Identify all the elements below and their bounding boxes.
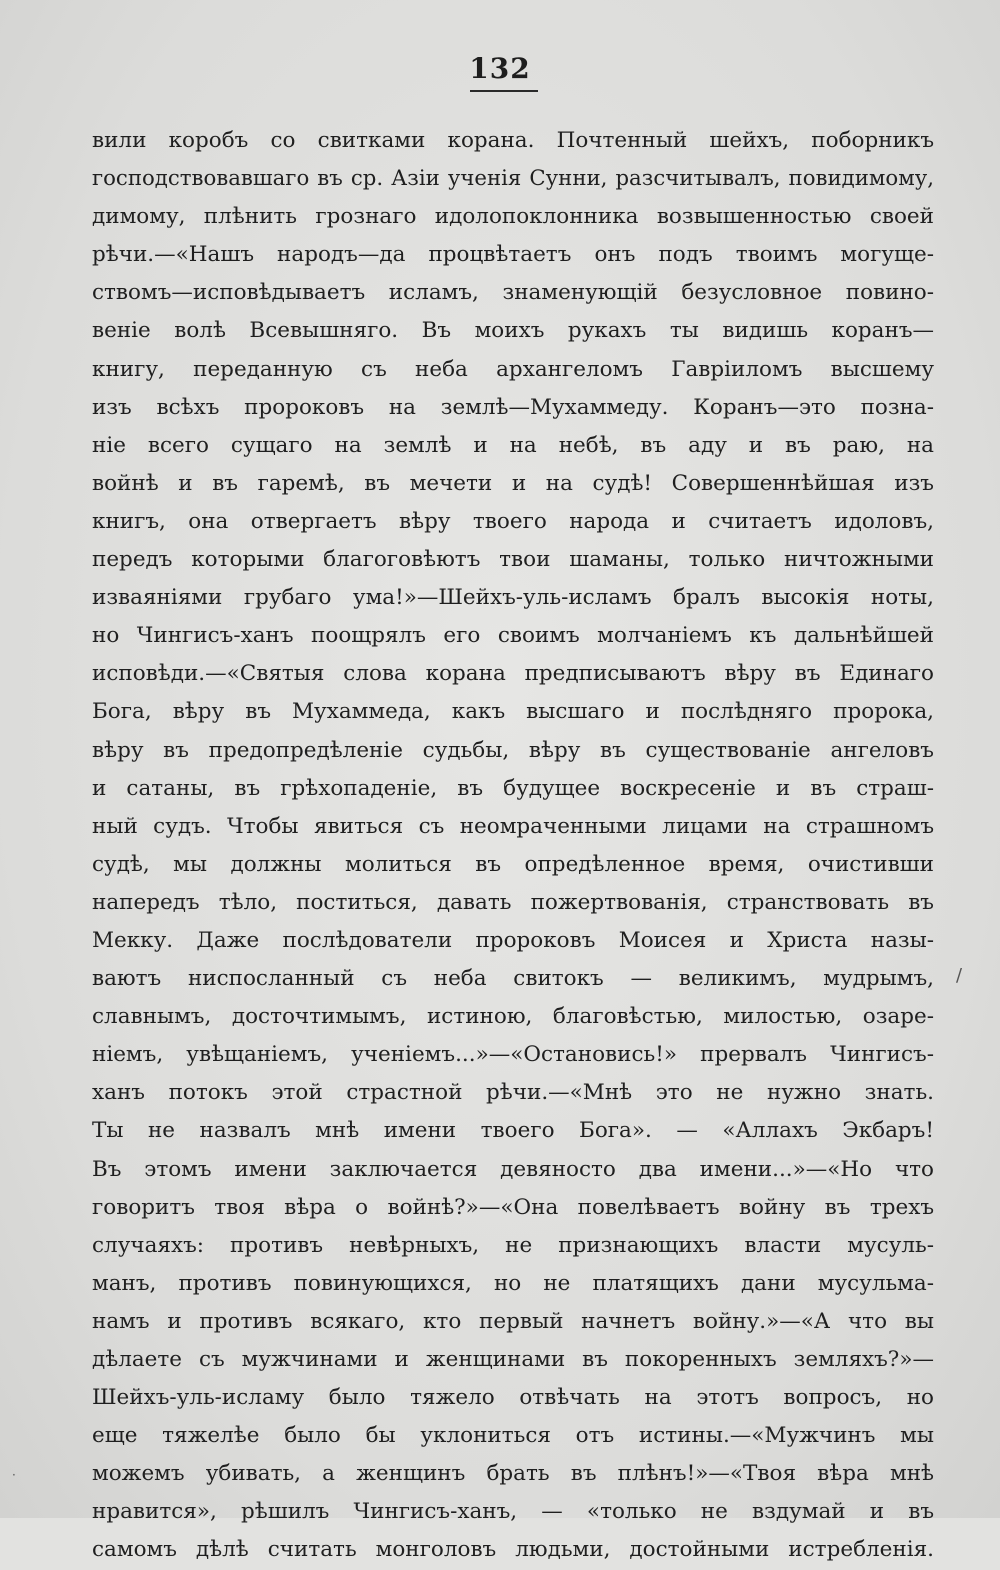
text-line: веніе волѣ Всевышняго. Въ моихъ рукахъ ты видишь коранъ— — [92, 318, 934, 344]
text-line: войнѣ и въ гаремѣ, въ мечети и на судѣ! Совершеннѣйшая изъ — [92, 470, 934, 496]
text-line: изъ всѣхъ пророковъ на землѣ—Мухаммеду. Коранъ—это позна- — [92, 394, 934, 420]
text-line: самомъ дѣлѣ считать монголовъ людьми, достойными истребленія. — [92, 1537, 934, 1563]
text-line: ваютъ ниспосланный съ неба свитокъ — великимъ, мудрымъ, — [92, 966, 934, 992]
text-line: но Чингисъ-ханъ поощрялъ его своимъ молчаніемъ къ дальнѣйшей — [92, 623, 934, 649]
text-line: господствовавшаго въ ср. Азіи ученія Сунни, разсчитывалъ, повидимому, — [92, 166, 934, 192]
text-line: говоритъ твоя вѣра о войнѣ?»—«Она повелѣваетъ войну въ трехъ — [92, 1194, 934, 1220]
text-line: Бога, вѣру въ Мухаммеда, какъ высшаго и послѣдняго пророка, — [92, 699, 934, 725]
text-line: манъ, противъ повинующихся, но не платящихъ дани мусульма- — [92, 1270, 934, 1296]
text-line: ніе всего сущаго на землѣ и на небѣ, въ аду и въ раю, на — [92, 432, 934, 458]
text-line: ханъ потокъ этой страстной рѣчи.—«Мнѣ это не нужно знать. — [92, 1080, 934, 1106]
text-line: можемъ убивать, а женщинъ брать въ плѣнъ!»—«Твоя вѣра мнѣ — [92, 1461, 934, 1487]
text-line: и сатаны, въ грѣхопаденіе, въ будущее воскресеніе и въ страш- — [92, 775, 934, 801]
text-line: дѣлаете съ мужчинами и женщинами въ покоренныхъ земляхъ?»— — [92, 1347, 934, 1372]
page-number-rule — [470, 90, 538, 92]
text-line: намъ и противъ всякаго, кто первый начнетъ войну.»—«А что вы — [92, 1308, 934, 1334]
text-line: нравится», рѣшилъ Чингисъ-ханъ, — «только не вздумай и въ — [92, 1499, 934, 1525]
text-line: ствомъ—исповѣдываетъ исламъ, знаменующій безусловное повино- — [92, 280, 934, 306]
text-line: вили коробъ со свитками корана. Почтенный шейхъ, поборникъ — [92, 128, 934, 153]
text-line: димому, плѣнить грознаго идолопоклонника возвышенностью своей — [92, 204, 934, 230]
text-line: Въ этомъ имени заключается девяносто два имени...»—«Но что — [92, 1156, 934, 1182]
text-line: исповѣди.—«Святыя слова корана предписываютъ вѣру въ Единаго — [92, 661, 934, 687]
text-line: Ты не назвалъ мнѣ имени твоего Бога». — «Аллахъ Экбаръ! — [92, 1118, 934, 1144]
text-line: еще тяжелѣе было бы уклониться отъ истины.—«Мужчинъ мы — [92, 1423, 934, 1449]
text-line: изваяніями грубаго ума!»—Шейхъ-уль-исламъ бралъ высокія ноты, — [92, 585, 934, 611]
text-line: Шейхъ-уль-исламу было тяжело отвѣчать на этотъ вопросъ, но — [92, 1385, 934, 1411]
text-line: судѣ, мы должны молиться въ опредѣленное время, очистивши — [92, 851, 934, 877]
margin-speck: · — [12, 1468, 16, 1482]
text-line: славнымъ, досточтимымъ, истиною, благовѣстью, милостью, озаре- — [92, 1004, 934, 1030]
text-line: вѣру въ предопредѣленіе судьбы, вѣру въ существованіе ангеловъ — [92, 737, 934, 763]
text-line: ный судъ. Чтобы явиться съ неомраченными лицами на страшномъ — [92, 813, 934, 839]
text-line: Мекку. Даже послѣдователи пророковъ Моисея и Христа назы- — [92, 927, 934, 953]
text-line: ніемъ, увѣщаніемъ, ученіемъ...»—«Остановись!» прервалъ Чингисъ- — [92, 1042, 934, 1068]
text-line: напередъ тѣло, поститься, давать пожертвованія, странствовать въ — [92, 889, 934, 915]
text-line: книгъ, она отвергаетъ вѣру твоего народа и считаетъ идоловъ, — [92, 508, 934, 534]
page-number: 132 — [469, 52, 531, 85]
text-line: рѣчи.—«Нашъ народъ—да процвѣтаетъ онъ подъ твоимъ могуще- — [92, 242, 934, 268]
margin-mark: / — [956, 965, 963, 986]
body-text — [92, 122, 934, 1570]
text-line: случаяхъ: противъ невѣрныхъ, не признающихъ власти мусуль- — [92, 1232, 934, 1258]
text-line: книгу, переданную съ неба архангеломъ Гавріиломъ высшему — [92, 356, 934, 382]
text-line: передъ которыми благоговѣютъ твои шаманы, только ничтожными — [92, 547, 934, 573]
